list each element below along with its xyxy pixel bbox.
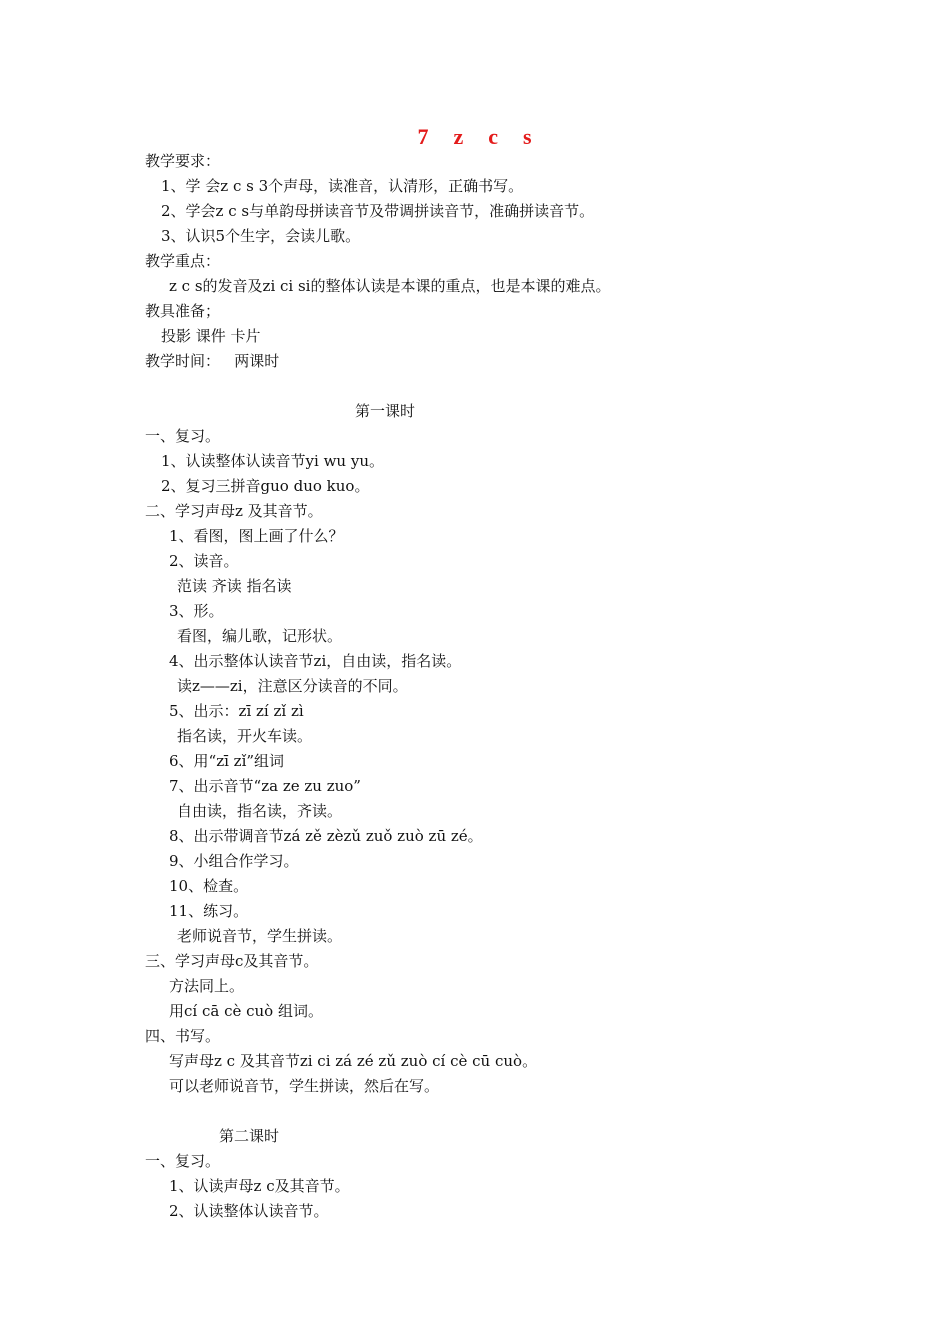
teaching-tools-list: 投影 课件 卡片 (161, 327, 261, 345)
step-item: 11、练习。 (169, 902, 249, 920)
step-item: 5、出示：zī zí zǐ zì (169, 702, 304, 720)
step-item: 9、小组合作学习。 (169, 852, 299, 870)
step-detail: 读z——zi，注意区分读音的不同。 (177, 677, 408, 695)
step-detail: 自由读，指名读，齐读。 (177, 802, 343, 820)
step-item: 7、出示音节“za ze zu zuo” (169, 777, 361, 795)
step-item: 1、认读声母z c及其音节。 (169, 1177, 350, 1195)
step-item: 1、认读整体认读音节yi wu yu。 (161, 452, 384, 470)
heading-teaching-focus: 教学重点： (145, 252, 221, 270)
step-detail: 看图，编儿歌，记形状。 (177, 627, 343, 645)
step-item: 6、用“zī zǐ”组词 (169, 752, 285, 770)
lesson-title (0, 124, 950, 150)
step-item: 2、认读整体认读音节。 (169, 1202, 329, 1220)
step-detail: 范读 齐读 指名读 (177, 577, 292, 595)
teaching-focus-text: z c s的发音及zi ci si的整体认读是本课的重点，也是本课的难点。 (169, 277, 611, 295)
step-heading-learn-z: 二、学习声母z 及其音节。 (145, 502, 323, 520)
requirement-item-3: 3、认识5个生字，会读儿歌。 (161, 227, 361, 245)
step-heading-writing: 四、书写。 (145, 1027, 221, 1045)
step-item: 8、出示带调音节zá zě zèzǔ zuǒ zuò zū zé。 (169, 827, 483, 845)
title-letter-c: c (488, 124, 499, 149)
teaching-time: 教学时间： 两课时 (145, 352, 280, 370)
step-item: 1、看图，图上画了什么？ (169, 527, 344, 545)
requirement-item-2: 2、学会z c s与单韵母拼读音节及带调拼读音节，准确拼读音节。 (161, 202, 595, 220)
section-heading-lesson-1: 第一课时 (355, 402, 416, 420)
step-detail: 写声母z c 及其音节zi ci zá zé zǔ zuò cí cè cū cuò。 (169, 1052, 538, 1070)
step-heading-review: 一、复习。 (145, 1152, 221, 1170)
heading-teaching-tools: 教具准备； (145, 302, 221, 320)
step-item: 3、形。 (169, 602, 224, 620)
step-detail: 用cí cā cè cuò 组词。 (169, 1002, 323, 1020)
step-detail: 方法同上。 (169, 977, 245, 995)
step-detail: 指名读，开火车读。 (177, 727, 313, 745)
step-heading-learn-c: 三、学习声母c及其音节。 (145, 952, 319, 970)
step-item: 2、读音。 (169, 552, 239, 570)
heading-teaching-requirements: 教学要求： (145, 152, 221, 170)
step-detail: 可以老师说音节，学生拼读，然后在写。 (169, 1077, 440, 1095)
title-letter-z: z (453, 124, 465, 149)
step-item: 2、复习三拼音guo duo kuo。 (161, 477, 370, 495)
step-heading-review: 一、复习。 (145, 427, 221, 445)
section-heading-lesson-2: 第二课时 (219, 1127, 280, 1145)
step-item: 4、出示整体认读音节zi，自由读，指名读。 (169, 652, 462, 670)
lesson-number: 7 (417, 124, 430, 149)
title-letter-s: s (522, 124, 533, 149)
step-detail: 老师说音节，学生拼读。 (177, 927, 343, 945)
requirement-item-1: 1、学 会z c s 3个声母，读准音，认清形，正确书写。 (161, 177, 524, 195)
step-item: 10、检查。 (169, 877, 249, 895)
